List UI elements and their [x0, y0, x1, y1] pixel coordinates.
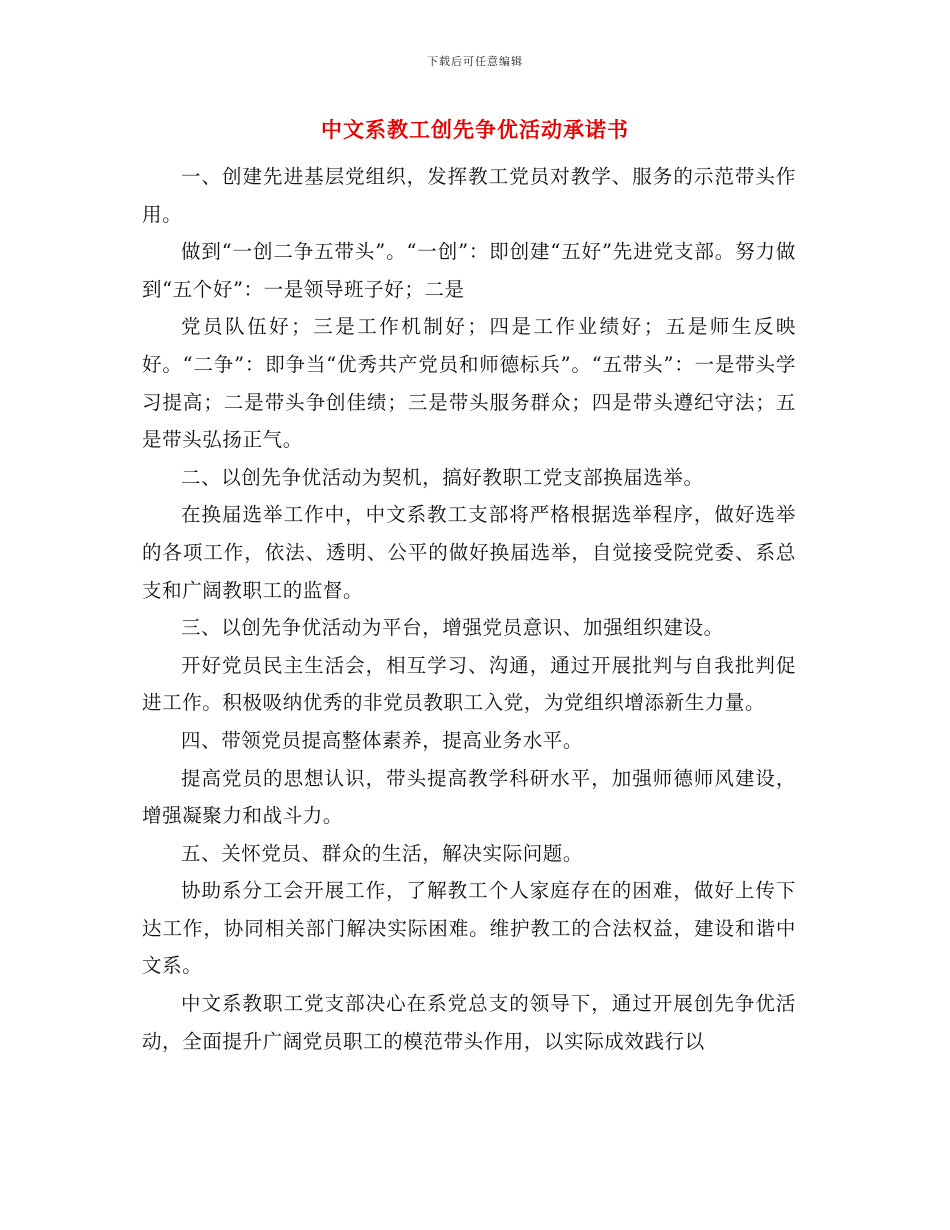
paragraph: 协助系分工会开展工作，了解教工个人家庭存在的困难，做好上传下达工作，协同相关部门解决实际困难。维护教工的合法权益，建设和谐中文系。: [142, 879, 796, 978]
paragraph: 一、创建先进基层党组织，发挥教工党员对教学、服务的示范带头作用。: [142, 165, 796, 226]
paragraph: 党员队伍好；三是工作机制好；四是工作业绩好；五是师生反映好。“二争”：即争当“优秀共产党员和师德标兵”。“五带头”：一是带头学习提高；二是带头争创佳绩；三是带头服务群众；四是带头遵纪守法；五是带头弘扬正气。: [142, 315, 796, 452]
paragraph: 开好党员民主生活会，相互学习、沟通，通过开展批判与自我批判促进工作。积极吸纳优秀的非党员教职工入党，为党组织增添新生力量。: [142, 653, 796, 715]
paragraph: 在换届选举工作中，中文系教工支部将严格根据选举程序，做好选举的各项工作，依法、透明、公平的做好换届选举，自觉接受院党委、系总支和广阔教职工的监督。: [142, 503, 796, 602]
paragraph: 四、带领党员提高整体素养，提高业务水平。: [181, 728, 584, 752]
paragraph: 二、以创先争优活动为契机，搞好教职工党支部换届选举。: [181, 465, 704, 489]
document-body: [142, 158, 796, 1060]
paragraph: 三、以创先争优活动为平台，增强党员意识、加强组织建设。: [181, 616, 724, 640]
paragraph: 中文系教职工党支部决心在系党总支的领导下，通过开展创先争优活动，全面提升广阔党员职工的模范带头作用，以实际成效践行以: [142, 992, 796, 1053]
paragraph: 五、关怀党员、群众的生活，解决实际问题。: [181, 841, 584, 865]
paragraph: 提高党员的思想认识，带头提高教学科研水平，加强师德师风建设，增强凝聚力和战斗力。: [142, 766, 796, 828]
header-note: 下载后可任意编辑: [427, 55, 523, 68]
document-title: 中文系教工创先争优活动承诺书: [321, 118, 629, 142]
paragraph: 做到“一创二争五带头”。“一创”：即创建“五好”先进党支部。努力做到“五个好”：一是领导班子好；二是: [142, 240, 796, 301]
